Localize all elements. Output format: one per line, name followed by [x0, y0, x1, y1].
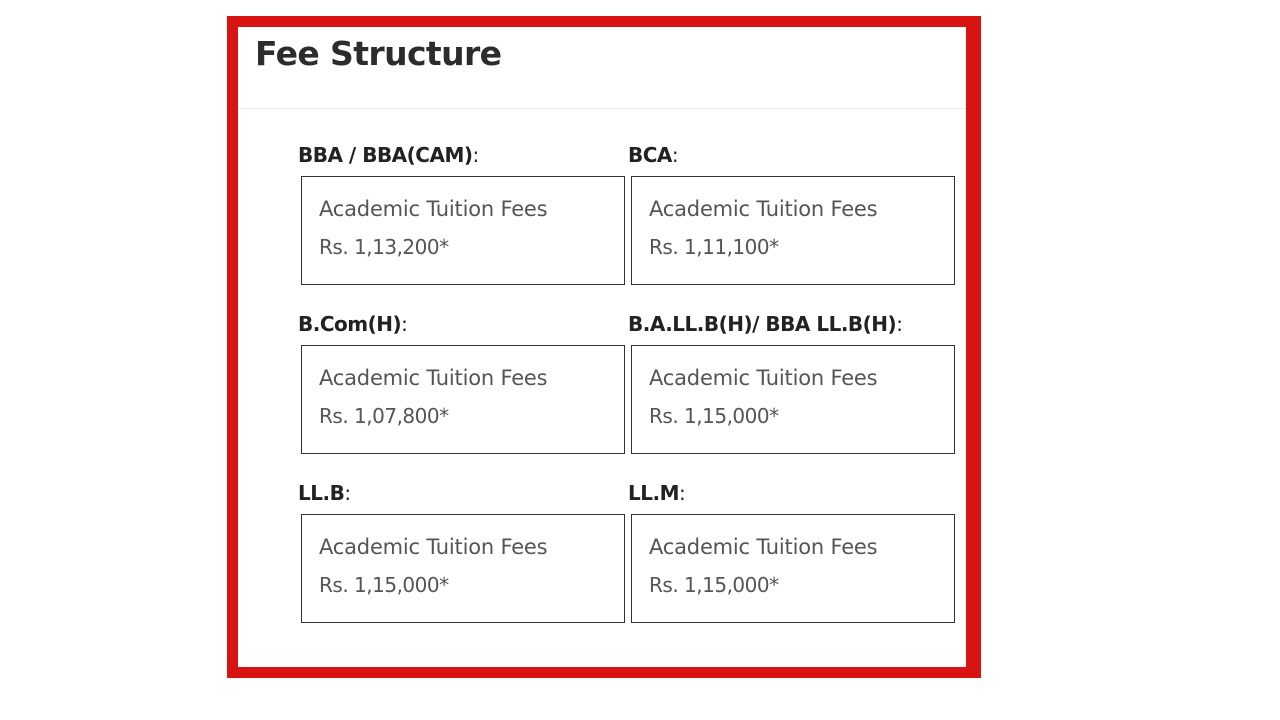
- fee-title: Academic Tuition Fees: [319, 197, 548, 221]
- fee-amount: Rs. 1,15,000*: [649, 573, 779, 597]
- fee-amount: Rs. 1,11,100*: [649, 235, 779, 259]
- fee-title: Academic Tuition Fees: [649, 197, 878, 221]
- fee-amount: Rs. 1,13,200*: [319, 235, 449, 259]
- course-colon: :: [671, 143, 679, 167]
- course-label: [628, 140, 678, 170]
- fee-box: [631, 176, 955, 285]
- fee-amount: Rs. 1,07,800*: [319, 404, 449, 428]
- title-divider: [238, 108, 966, 109]
- course-label: [628, 478, 685, 508]
- fee-title: Academic Tuition Fees: [649, 535, 878, 559]
- fee-amount: Rs. 1,15,000*: [649, 404, 779, 428]
- course-label: [298, 140, 479, 170]
- fee-box: [631, 345, 955, 454]
- fee-title: Academic Tuition Fees: [319, 366, 548, 390]
- fee-structure-panel: [238, 27, 966, 667]
- fee-title: Academic Tuition Fees: [319, 535, 548, 559]
- course-label: [628, 309, 902, 339]
- fee-box: [631, 514, 955, 623]
- course-name: LL.M: [628, 481, 679, 505]
- course-name: B.Com(H): [298, 312, 402, 336]
- course-colon: :: [679, 481, 686, 505]
- course-name: B.A.LL.B(H)/ BBA LL.B(H): [628, 312, 897, 336]
- highlight-frame: [227, 16, 981, 678]
- fee-title: Academic Tuition Fees: [649, 366, 878, 390]
- course-colon: :: [896, 312, 903, 336]
- course-label: [298, 309, 407, 339]
- course-label: [298, 478, 351, 508]
- page-title: Fee Structure: [255, 34, 502, 73]
- course-name: LL.B: [298, 481, 345, 505]
- fee-amount: Rs. 1,15,000*: [319, 573, 449, 597]
- course-colon: :: [401, 312, 408, 336]
- course-name: BCA: [628, 143, 672, 167]
- course-colon: :: [344, 481, 351, 505]
- course-colon: :: [472, 143, 479, 167]
- fee-box: [301, 345, 625, 454]
- fee-box: [301, 176, 625, 285]
- fee-box: [301, 514, 625, 623]
- course-name: BBA / BBA(CAM): [298, 143, 473, 167]
